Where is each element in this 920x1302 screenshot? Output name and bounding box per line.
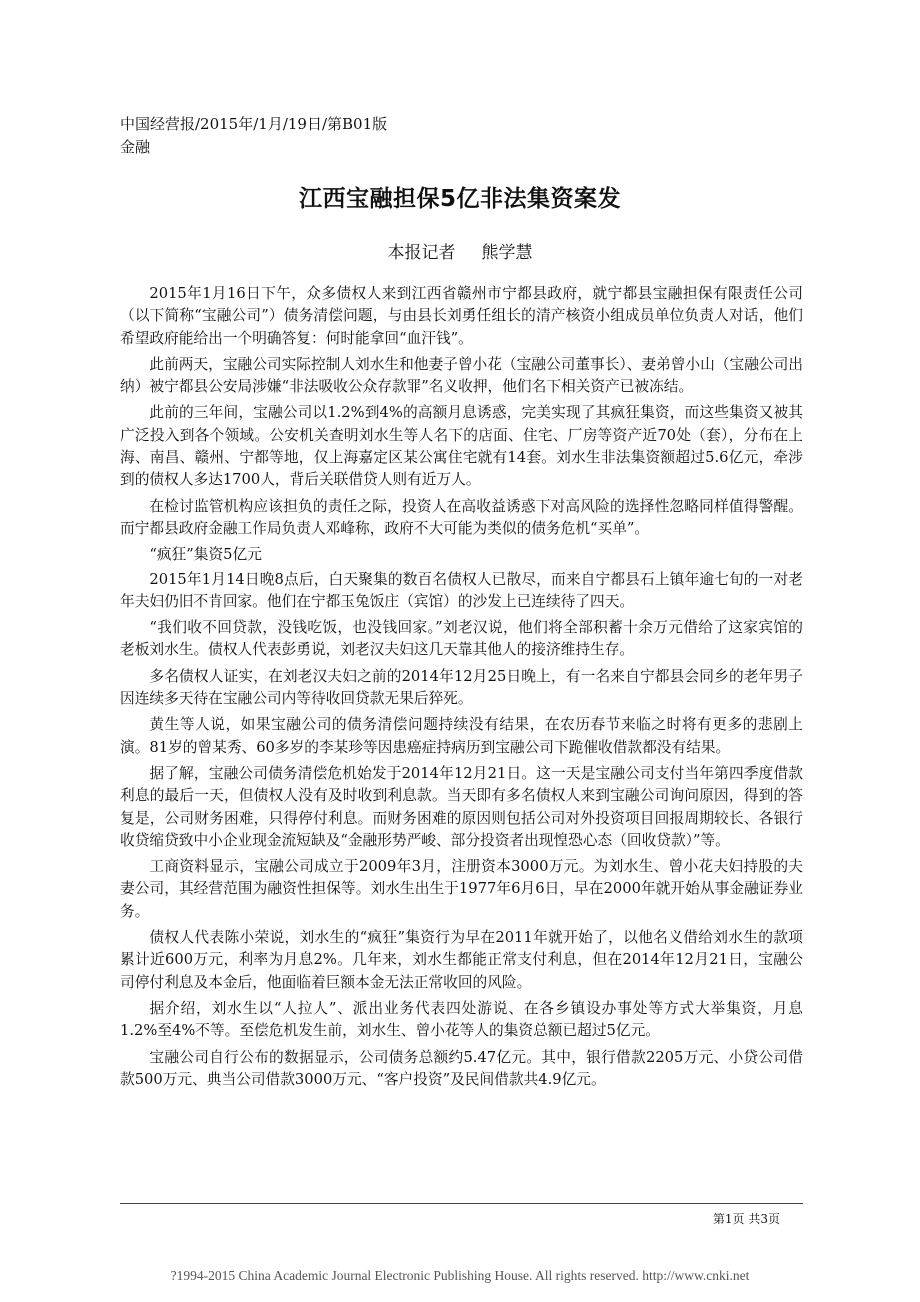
byline xyxy=(0,238,920,263)
paragraph: 据了解，宝融公司债务清偿危机始发于2014年12月21日。这一天是宝融公司支付当年第四季度借款利息的最后一天，但债权人没有及时收到利息款。当天即有多名债权人来到宝融公司询问原因，得到的答复是，公司财务困难，只得停付利息。而财务困难的原因则包括公司对外投资项目回报周期较长、各银行收贷缩贷致中小企业现金流短缺及“金融形势严峻、部分投资者出现惶恐心态（回收贷款）”等。 xyxy=(120,764,803,849)
paragraph: 据介绍，刘水生以“人拉人”、派出业务代表四处游说、在各乡镇设办事处等方式大举集资，月息1.2%至4%不等。至偿危机发生前，刘水生、曾小花等人的集资总额已超过5亿元。 xyxy=(120,999,803,1040)
paragraph: 此前两天，宝融公司实际控制人刘水生和他妻子曾小花（宝融公司董事长）、妻弟曾小山（宝融公司出纳）被宁都县公安局涉嫌“非法吸收公众存款罪”名义收押，他们名下相关资产已被冻结。 xyxy=(120,355,803,396)
paragraph: 此前的三年间，宝融公司以1.2%到4%的高额月息诱惑，完美实现了其疯狂集资，而这些集资又被其广泛投入到各个领域。公安机关查明刘水生等人名下的店面、住宅、厂房等资产近70处（套），分布在上海、南昌、赣州、宁都等地，仅上海嘉定区某公寓住宅就有14套。刘水生非法集资额超过5.6亿元，牵涉到的债权人多达1700人，背后关联借贷人则有近万人。 xyxy=(120,404,803,489)
paragraph: 2015年1月14日晚8点后，白天聚集的数百名债权人已散尽，而来自宁都县石上镇年逾七旬的一对老年夫妇仍旧不肯回家。他们在宁都玉兔饭庄（宾馆）的沙发上已连续待了四天。 xyxy=(120,570,803,610)
footer-divider xyxy=(120,1203,803,1204)
byline-role: 本报记者 xyxy=(387,243,456,263)
paragraph: 在检讨监管机构应该担负的责任之际，投资人在高收益诱惑下对高风险的选择性忽略同样值得警醒。而宁都县政府金融工作局负责人邓峰称，政府不大可能为类似的债务危机“买单”。 xyxy=(120,497,803,537)
paragraph: 黄生等人说，如果宝融公司的债务清偿问题持续没有结果，在农历春节来临之时将有更多的悲剧上演。81岁的曾某秀、60多岁的李某珍等因患癌症持病历到宝融公司下跪催收借款都没有结果。 xyxy=(120,716,803,756)
subheading: “疯狂”集资5亿元 xyxy=(149,546,262,564)
page-indicator: 第1页 共3页 xyxy=(712,1212,780,1226)
article-title: 江西宝融担保5亿非法集资案发 xyxy=(298,186,621,212)
byline-name: 熊学慧 xyxy=(481,243,533,263)
copyright-footer: ?1994-2015 China Academic Journal Electronic Publishing House. All rights reserved. http://www.cnki.net xyxy=(170,1268,750,1283)
article-meta xyxy=(120,113,387,159)
paragraph: “我们收不回贷款，没钱吃饭，也没钱回家。”刘老汉说，他们将全部积蓄十余万元借给了这家宾馆的老板刘水生。债权人代表彭勇说，刘老汉夫妇这几天靠其他人的接济维持生存。 xyxy=(120,619,803,659)
paragraph: 工商资料显示，宝融公司成立于2009年3月，注册资本3000万元。为刘水生、曾小花夫妇持股的夫妻公司，其经营范围为融资性担保等。刘水生出生于1977年6月6日，早在2000年就开始从事金融证券业务。 xyxy=(120,858,803,920)
section-label: 金融 xyxy=(120,138,151,156)
paragraph: 2015年1月16日下午，众多债权人来到江西省赣州市宁都县政府，就宁都县宝融担保有限责任公司（以下简称“宝融公司”）债务清偿问题，与由县长刘勇任组长的清产核资小组成员单位负责人对话，他们希望政府能给出一个明确答复：何时能拿回“血汗钱”。 xyxy=(120,285,803,347)
paragraph: 多名债权人证实，在刘老汉夫妇之前的2014年12月25日晚上，有一名来自宁都县会同乡的老年男子因连续多天待在宝融公司内等待收回贷款无果后猝死。 xyxy=(120,667,803,708)
article-body xyxy=(120,283,803,1095)
paragraph: 宝融公司自行公布的数据显示，公司债务总额约5.47亿元。其中，银行借款2205万元、小贷公司借款500万元、典当公司借款3000万元、“客户投资”及民间借款共4.9亿元。 xyxy=(120,1048,803,1088)
source-line: 中国经营报/2015年/1月/19日/第B01版 xyxy=(120,115,388,133)
paragraph: 债权人代表陈小荣说，刘水生的“疯狂”集资行为早在2011年就开始了，以他名义借给刘水生的款项累计近600万元，利率为月息2%。几年来，刘水生都能正常支付利息，但在2014年12月21日，宝融公司停付利息及本金后，他面临着巨额本金无法正常收回的风险。 xyxy=(120,929,803,991)
